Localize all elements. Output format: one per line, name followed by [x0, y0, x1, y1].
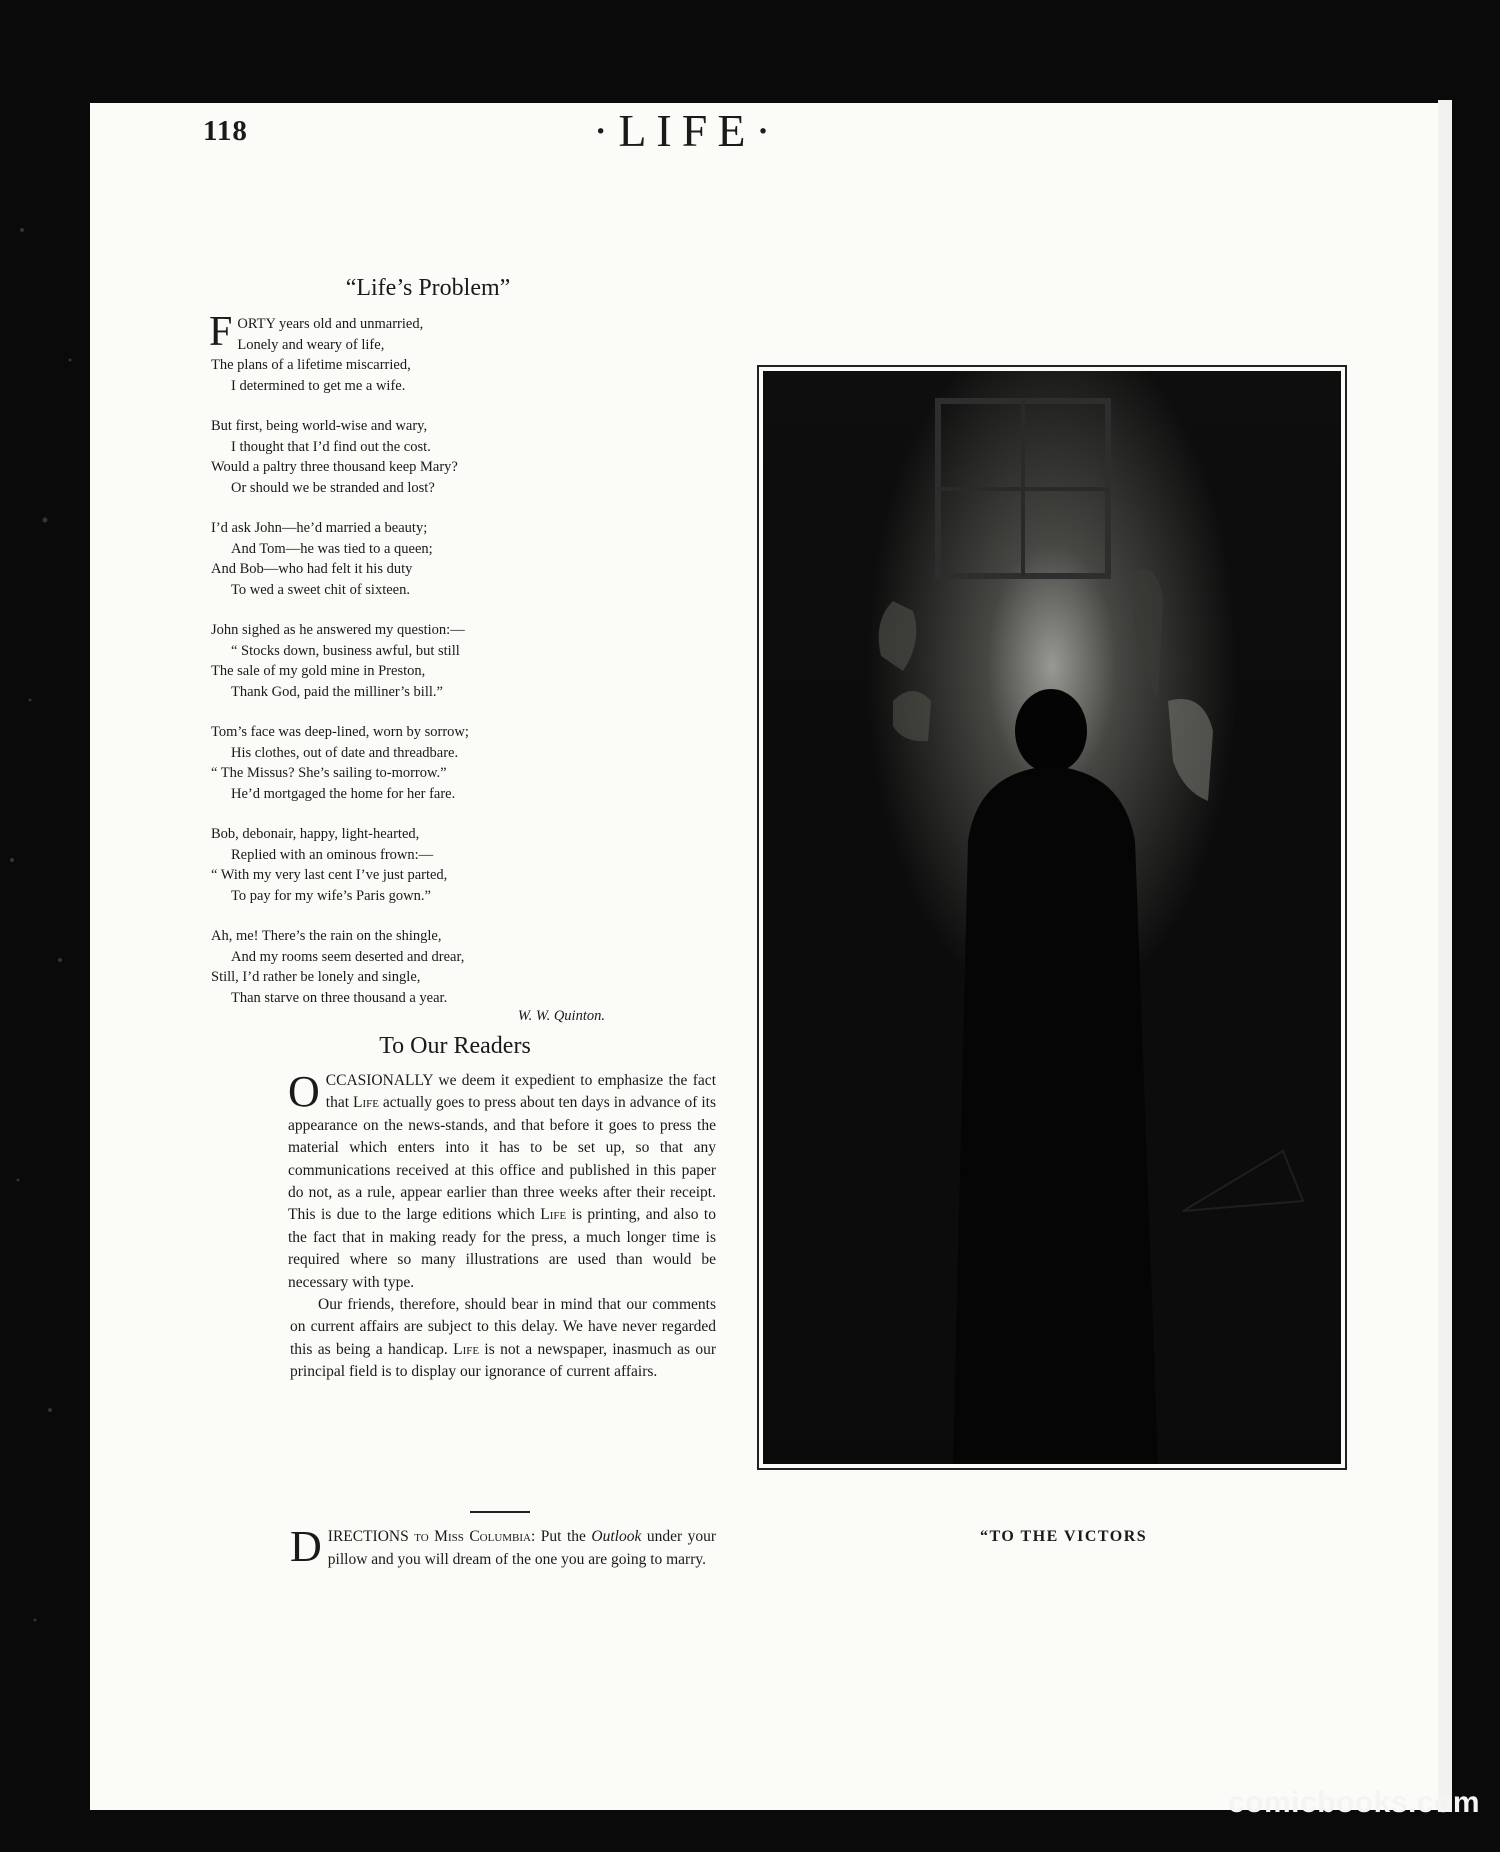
- poem-line: To pay for my wife’s Paris gown.”: [231, 887, 431, 904]
- poem-line: The sale of my gold mine in Preston,: [211, 663, 426, 679]
- text-run: actually goes to press about ten days in advance of its appearance on the news-stands, and that before it goes to press the material which enters into it has to be set up, so that any communications received at this office and published in this paper do not, as a rule, appear earlier than three weeks after their receipt. This is due to the large editions which: [288, 1094, 716, 1224]
- poem-stanza: [211, 620, 611, 702]
- readers-article: [288, 1067, 716, 1384]
- poem-line: Ah, me! There’s the rain on the shingle,: [211, 928, 442, 944]
- poem-line: “ With my very last cent I’ve just parted,: [211, 867, 448, 883]
- poem-line: But first, being world-wise and wary,: [211, 418, 428, 434]
- poem-line: Thank God, paid the milliner’s bill.”: [231, 683, 443, 700]
- poem-line: John sighed as he answered my question:—: [211, 622, 465, 638]
- poem-line: Than starve on three thousand a year.: [231, 989, 448, 1006]
- poem-stanza: [211, 416, 611, 498]
- life-smallcaps: Life: [540, 1206, 567, 1224]
- poem-stanza: [211, 722, 611, 804]
- outlook-italic: Outlook: [591, 1528, 642, 1545]
- poem-line: And my rooms seem deserted and drear,: [231, 948, 465, 965]
- poem-title-block: [200, 275, 656, 302]
- poem-line: And Bob—who had felt it his duty: [211, 561, 413, 577]
- poem-stanza: [211, 824, 611, 906]
- poem-line: I’d ask John—he’d married a beauty;: [211, 520, 428, 536]
- poem-line: He’d mortgaged the home for her fare.: [231, 785, 456, 802]
- text-run: Our friends, therefore, should bear in mind that our comments on current affairs are subject to this delay. We have never regarded this as being a handicap.: [290, 1296, 716, 1358]
- readers-paragraph-2: [290, 1294, 716, 1384]
- life-smallcaps: Life: [352, 1094, 379, 1112]
- drop-cap: D: [290, 1522, 322, 1571]
- poem-line: His clothes, out of date and threadbare.: [231, 744, 459, 761]
- poem-line: Still, I’d rather be lonely and single,: [211, 969, 421, 985]
- illustration-frame: [757, 365, 1347, 1470]
- facing-page-edge: [1438, 100, 1452, 1812]
- text-run: : Put the: [531, 1528, 592, 1545]
- text-run: is not a newspaper, inasmuch as our principal field is to display our ignorance of current affairs.: [290, 1340, 716, 1381]
- poem-line: I thought that I’d find out the cost.: [231, 438, 431, 455]
- poem-line: To wed a sweet chit of sixteen.: [231, 581, 410, 598]
- poem-line: “ Stocks down, business awful, but still: [231, 642, 460, 659]
- page-number: 118: [203, 115, 248, 147]
- masthead-title: ·LIFE·: [593, 105, 781, 156]
- text-run: IRECTIONS: [327, 1528, 415, 1545]
- poem-line: “ The Missus? She’s sailing to-morrow.”: [211, 765, 447, 781]
- directions-paragraph: [290, 1522, 716, 1571]
- text-run: CCASIONALLY we deem it expedient to emphasize the fact that: [325, 1072, 716, 1112]
- poem-line: Replied with an ominous frown:—: [231, 846, 434, 863]
- poem-body: [209, 309, 611, 1027]
- poem-line: The plans of a lifetime miscarried,: [211, 357, 411, 373]
- readers-paragraph-1: [288, 1067, 716, 1294]
- poem-line: Bob, debonair, happy, light-hearted,: [211, 826, 420, 842]
- poem-title: “Life’s Problem”: [345, 275, 511, 301]
- poem-stanza: [211, 518, 611, 600]
- poem-line: Would a paltry three thousand keep Mary?: [211, 459, 458, 475]
- illustration-caption: “TO THE VICTORS: [980, 1528, 1148, 1545]
- poem-signature: W. W. Quinton.: [517, 1008, 605, 1024]
- text-run: is printing, and also to the fact that in making ready for the press, a much longer time is required where so many illustrations are used than would be necessary with type.: [288, 1206, 716, 1291]
- section-divider: [470, 1511, 530, 1513]
- poem-line: And Tom—he was tied to a queen;: [231, 540, 433, 557]
- life-smallcaps: Life: [453, 1340, 480, 1358]
- drop-cap: F: [209, 309, 233, 355]
- poem-stanza: [211, 926, 611, 1008]
- poem-line: I determined to get me a wife.: [231, 377, 406, 394]
- site-watermark: comicbooks.com: [1228, 1786, 1481, 1819]
- readers-heading: To Our Readers: [379, 1033, 531, 1059]
- miss-columbia-smallcaps: to Miss Columbia: [414, 1528, 532, 1545]
- poem-line: ORTY years old and unmarried,: [237, 316, 424, 332]
- text-run: under your pillow and you will dream of the one you are going to marry.: [327, 1528, 716, 1568]
- poem-line: Or should we be stranded and lost?: [231, 479, 435, 496]
- victors-illustration: [763, 371, 1341, 1464]
- drop-cap: O: [288, 1067, 320, 1116]
- poem-stanza: [209, 309, 611, 396]
- poem-line: Lonely and weary of life,: [237, 336, 385, 353]
- poem-line: Tom’s face was deep-lined, worn by sorrow;: [211, 724, 469, 740]
